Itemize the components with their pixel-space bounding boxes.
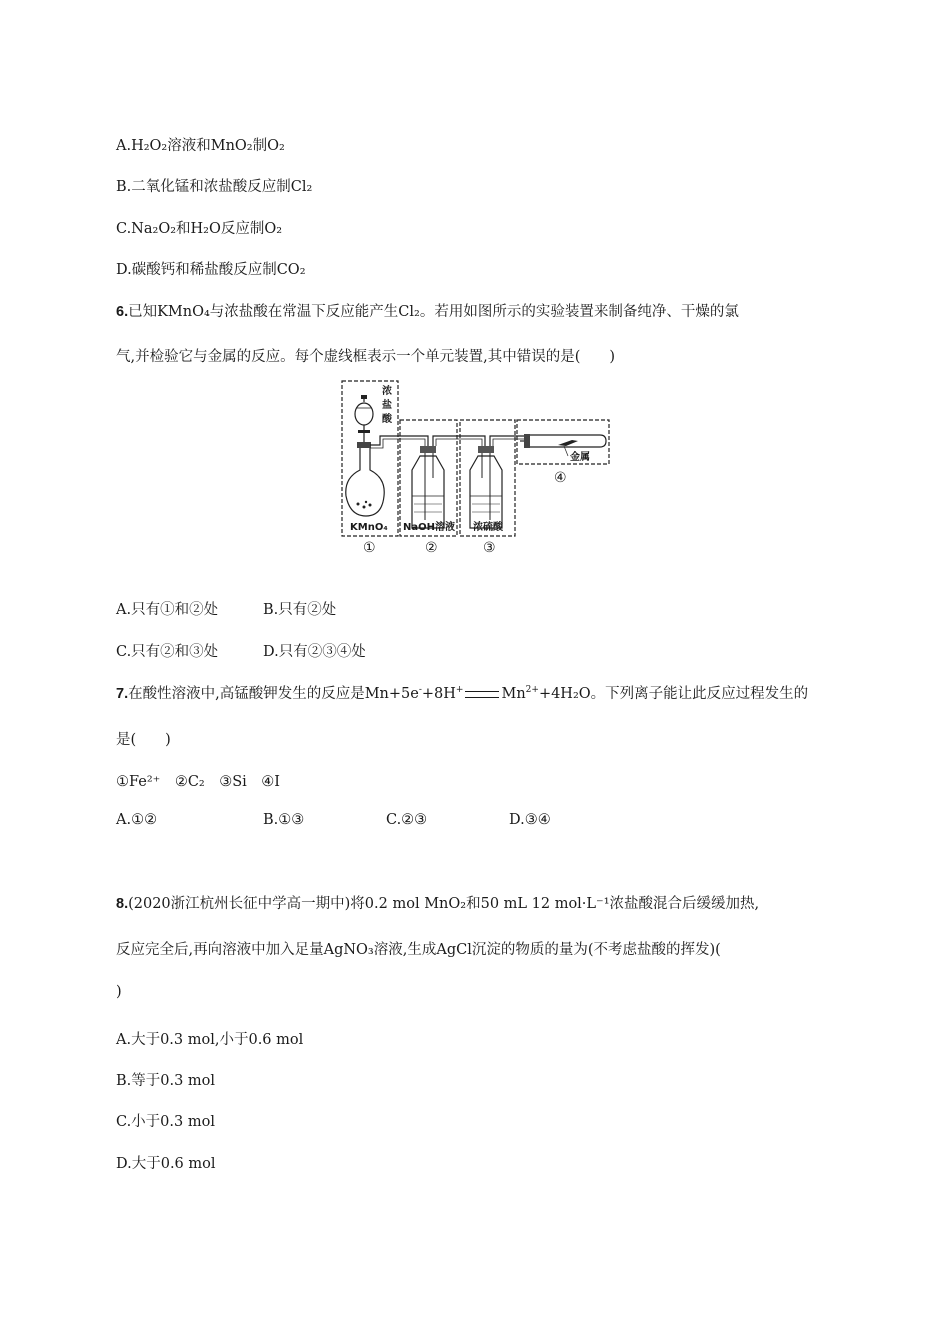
washing-bottle-naoh: [412, 456, 444, 528]
metal-sample: [558, 440, 578, 446]
q7-items: ①Fe²⁺ ②C₂ ③Si ④I: [116, 774, 281, 790]
q7-text-post: Mn: [501, 686, 526, 702]
q6-stem-line2: 气,并检验它与金属的反应。每个虚线框表示一个单元装置,其中错误的是( ): [116, 349, 616, 365]
q6-options-row2: [116, 640, 366, 661]
q7-stem-line2: 是( ): [116, 732, 171, 748]
q7-text-pre: 在酸性溶液中,高锰酸钾发生的反应是Mn+5e: [128, 686, 419, 702]
apparatus-diagram: [340, 378, 612, 558]
q7-sup-2plus: 2+: [525, 685, 539, 696]
q7-sup-minus: -: [418, 685, 422, 696]
q7-option-b: B.①③: [263, 812, 305, 828]
q8-option-d: D.大于0.6 mol: [116, 1156, 216, 1172]
equals-sign: [465, 691, 499, 698]
q8-option-b: B.等于0.3 mol: [116, 1073, 216, 1089]
q7-number: 7.: [116, 686, 129, 702]
unit-number-1: ①: [363, 540, 376, 556]
label-hcl-1: 浓: [382, 386, 392, 397]
label-naoh: NaOH溶液: [403, 522, 455, 533]
q6-stem-line1: [116, 300, 739, 321]
q8-text-1: (2020浙江杭州长征中学高一期中)将0.2 mol MnO₂和50 mL 12 mol·L⁻¹浓盐酸混合后缓缓加热,: [128, 896, 760, 912]
q5-option-d: D.碳酸钙和稀盐酸反应制CO₂: [116, 262, 306, 278]
q8-stem-line1: [116, 892, 759, 913]
q7-text-tail: +4H₂O。下列离子能让此反应过程发生的: [538, 686, 809, 702]
q6-number: 6.: [116, 304, 129, 320]
label-hcl-2: 盐: [382, 400, 392, 411]
q7-option-a: A.①②: [116, 812, 158, 828]
q8-stem-line3: ): [116, 984, 122, 1000]
round-bottom-flask: [346, 448, 384, 516]
label-metal: 金属: [570, 452, 590, 463]
q6-options-row1: [116, 598, 336, 619]
q5-option-c: C.Na₂O₂和H₂O反应制O₂: [116, 221, 283, 237]
q8-stem-line2: 反应完全后,再向溶液中加入足量AgNO₃溶液,生成AgCl沉淀的物质的量为(不考虑盐酸的挥发)(: [116, 942, 721, 958]
q5-option-a: A.H₂O₂溶液和MnO₂制O₂: [116, 138, 285, 154]
q8-number: 8.: [116, 896, 129, 912]
q7-option-c: C.②③: [386, 812, 428, 828]
unit-number-4: ④: [554, 470, 567, 486]
drying-bottle-h2so4: [470, 456, 502, 528]
q6-option-c: C.只有②和③处: [116, 644, 219, 660]
unit-number-3: ③: [483, 540, 496, 556]
q7-stem-line1: [116, 682, 808, 703]
q6-option-b: B.只有②处: [263, 602, 337, 618]
unit-box-3: [460, 420, 515, 536]
q6-text-1: 已知KMnO₄与浓盐酸在常温下反应能产生Cl₂。若用如图所示的实验装置来制备纯净、干燥的氯: [128, 304, 739, 320]
apparatus-figure: [340, 378, 612, 558]
label-hcl-3: 酸: [382, 414, 392, 425]
q7-option-d: D.③④: [509, 812, 551, 828]
q6-option-a: A.只有①和②处: [116, 602, 219, 618]
q8-option-c: C.小于0.3 mol: [116, 1114, 215, 1130]
label-h2so4: 浓硫酸: [473, 522, 503, 533]
q8-option-a: A.大于0.3 mol,小于0.6 mol: [116, 1032, 304, 1048]
unit-number-2: ②: [425, 540, 438, 556]
separatory-funnel: [355, 403, 373, 425]
q7-options-row: [116, 812, 551, 828]
unit-box-4: [517, 420, 609, 464]
test-tube: [530, 435, 606, 447]
q7-text-mid: +8H: [421, 686, 456, 702]
q5-option-b: B.二氧化锰和浓盐酸反应制Cl₂: [116, 179, 313, 195]
q6-option-d: D.只有②③④处: [263, 644, 366, 660]
label-kmno4: KMnO₄: [350, 522, 388, 533]
q7-sup-plus: +: [455, 685, 464, 696]
